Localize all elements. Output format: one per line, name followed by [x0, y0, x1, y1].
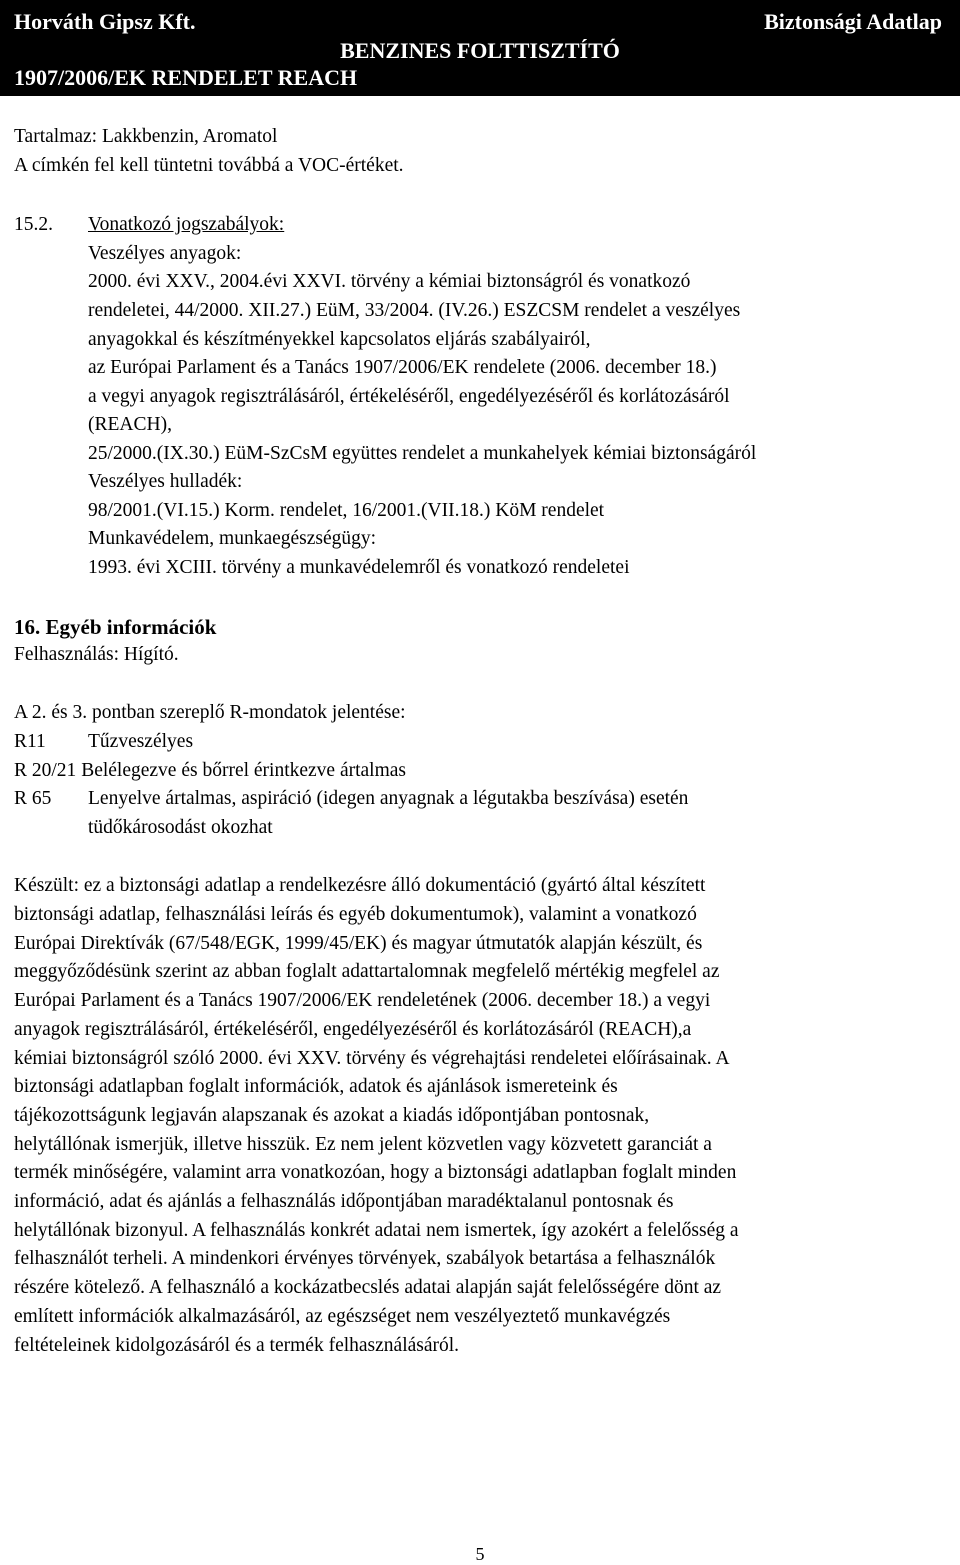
law-line: 2000. évi XXV., 2004.évi XXVI. törvény a kémiai biztonságról és vonatkozó — [88, 271, 691, 292]
disclaimer-line: említett információk alkalmazásáról, az egészséget nem veszélyeztető munkavégzés — [14, 1306, 671, 1327]
section-16-title: 16. Egyéb információk — [14, 615, 217, 639]
document-type: Biztonsági Adatlap — [764, 9, 942, 34]
r-phrase-row — [14, 785, 954, 814]
document-header — [0, 0, 960, 96]
law-line: az Európai Parlament és a Tanács 1907/2006/EK rendelete (2006. december 18.) — [88, 357, 717, 378]
usage-line: Felhasználás: Hígító. — [14, 644, 179, 665]
r-phrase-text: Belélegezve és bőrrel érintkezve ártalmas — [81, 760, 407, 781]
disclaimer-line: kémiai biztonságról szóló 2000. évi XXV. törvény és végrehajtási rendeletei előírásainak. A — [14, 1048, 730, 1069]
law-line: 25/2000.(IX.30.) EüM-SzCsM együttes rendelet a munkahelyek kémiai biztonságáról — [88, 443, 757, 464]
disclaimer-line: információ, adat és ajánlás a felhasználás időpontjában maradéktalanul pontosnak és — [14, 1191, 674, 1212]
r-phrase-text: Tűzveszélyes — [88, 731, 194, 752]
disclaimer-line: meggyőződésünk szerint az abban foglalt adattartalomnak megfelelő mértékig megfelel az — [14, 961, 720, 982]
r-phrase-row — [14, 728, 954, 757]
disclaimer-line: Készült: ez a biztonsági adatlap a rendelkezésre álló dokumentáció (gyártó által készített — [14, 875, 706, 896]
law-line: Munkavédelem, munkaegészségügy: — [88, 528, 377, 549]
regulation-reference: 1907/2006/EK RENDELET REACH — [14, 65, 358, 90]
law-line: Veszélyes hulladék: — [88, 471, 243, 492]
law-line: 1993. évi XCIII. törvény a munkavédelemről és vonatkozó rendeletei — [88, 557, 630, 578]
r-phrase-row — [14, 757, 954, 786]
voc-notice: A címkén fel kell tüntetni továbbá a VOC-értéket. — [14, 155, 404, 176]
disclaimer-line: részére kötelező. A felhasználó a kockázatbecslés adatai alapján saját felelősségére dönt az — [14, 1277, 722, 1298]
section-15-2-title: Vonatkozó jogszabályok: — [88, 214, 285, 235]
contents-line: Tartalmaz: Lakkbenzin, Aromatol — [14, 126, 278, 147]
law-line: Veszélyes anyagok: — [88, 243, 242, 264]
disclaimer-line: biztonsági adatlapban foglalt információk, adatok és ajánlások ismereteink és — [14, 1076, 618, 1097]
law-line: (REACH), — [88, 414, 172, 435]
law-line: rendeletei, 44/2000. XII.27.) EüM, 33/2004. (IV.26.) ESZCSM rendelet a veszélyes — [88, 300, 741, 321]
disclaimer-line: Európai Direktívák (67/548/EGK, 1999/45/EK) és magyar útmutatók alapján készült, és — [14, 933, 703, 954]
disclaimer-line: tájékozottságunk legjaván alapszanak és azokat a kiadás időpontjában pontosnak, — [14, 1105, 650, 1126]
r-phrases-intro: A 2. és 3. pontban szereplő R-mondatok jelentése: — [14, 702, 406, 723]
r-phrase-continuation: tüdőkárosodást okozhat — [88, 817, 273, 838]
disclaimer-line: anyagok regisztrálásáról, értékeléséről, engedélyezéséről és korlátozásáról (REACH),a — [14, 1019, 692, 1040]
disclaimer-line: felhasználót terheli. A mindenkori érvényes törvények, szabályok betartása a felhasználók — [14, 1248, 716, 1269]
disclaimer-line: helytállónak ismerjük, illetve hisszük. Ez nem jelent közvetlen vagy közvetett garanciát a — [14, 1134, 712, 1155]
disclaimer-line: biztonsági adatlap, felhasználási leírás és egyéb dokumentumok), valamint a vonatkozó — [14, 904, 697, 925]
product-name: BENZINES FOLTTISZTÍTÓ — [340, 38, 620, 63]
section-15-2-number: 15.2. — [14, 214, 53, 235]
law-line: anyagokkal és készítményekkel kapcsolatos eljárás szabályairól, — [88, 329, 591, 350]
company-name: Horváth Gipsz Kft. — [14, 9, 196, 34]
disclaimer-line: termék minőségére, valamint arra vonatkozóan, hogy a biztonsági adatlapban foglalt minden — [14, 1162, 737, 1183]
law-line: a vegyi anyagok regisztrálásáról, értékeléséről, engedélyezéséről és korlátozásáról — [88, 386, 730, 407]
r-phrase-text: Lenyelve ártalmas, aspiráció (idegen anyagnak a légutakba beszívása) esetén — [88, 788, 689, 809]
law-line: 98/2001.(VI.15.) Korm. rendelet, 16/2001.(VII.18.) KöM rendelet — [88, 500, 605, 521]
r-phrase-code: R 65 — [14, 788, 52, 809]
disclaimer-line: helytállónak bizonyul. A felhasználás konkrét adatai nem ismertek, így azokért a felelősség a — [14, 1220, 739, 1241]
disclaimer-line: feltételeinek kidolgozásáról és a termék felhasználásáról. — [14, 1335, 460, 1356]
page-number: 5 — [475, 1544, 485, 1564]
r-phrase-code: R 20/21 — [14, 760, 77, 781]
disclaimer-line: Európai Parlament és a Tanács 1907/2006/EK rendeletének (2006. december 18.) a vegyi — [14, 990, 711, 1011]
r-phrase-code: R11 — [14, 731, 46, 752]
